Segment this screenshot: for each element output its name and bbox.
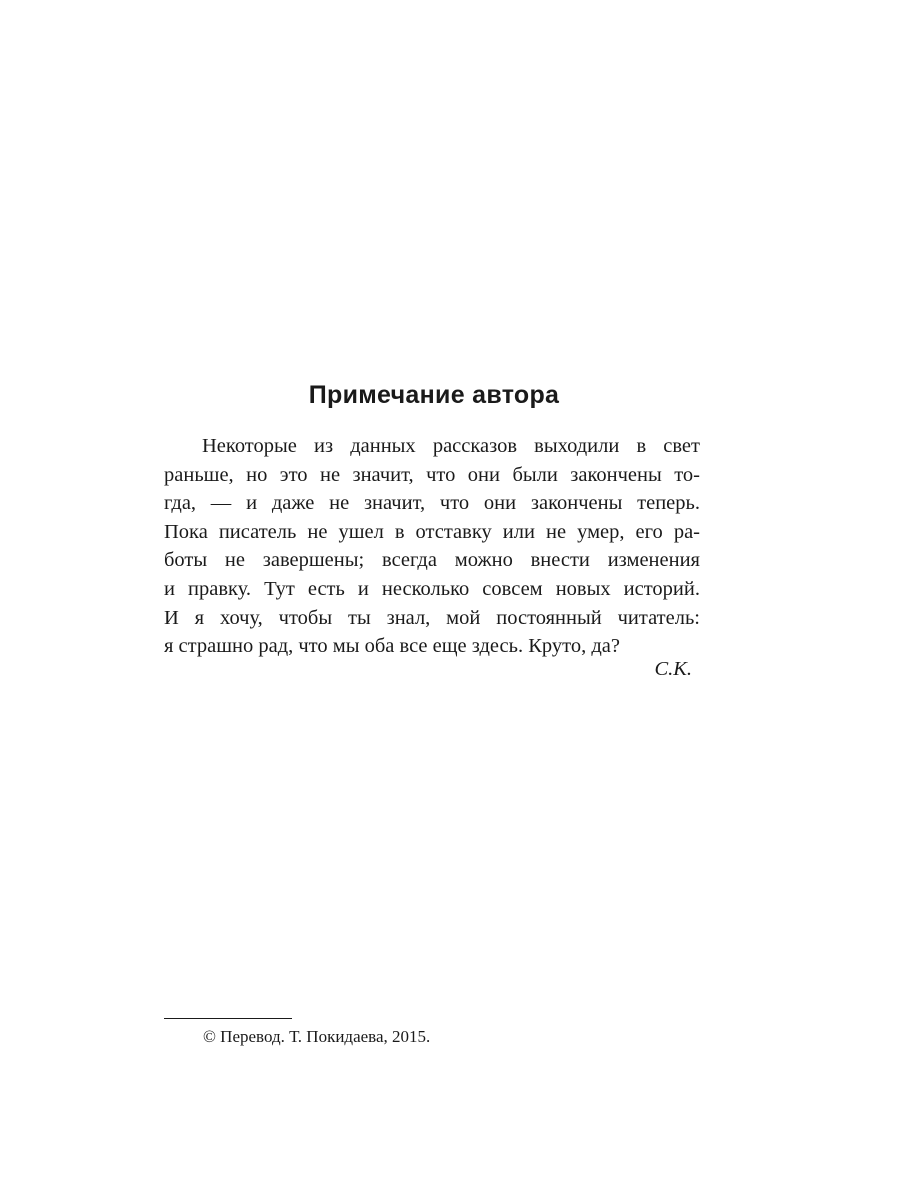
paragraph-line: раньше, но это не значит, что они были закончены то- — [164, 463, 700, 486]
paragraph-line: гда, — и даже не значит, что они закончены теперь. — [164, 492, 700, 515]
paragraph-line: боты не завершены; всегда можно внести изменения — [164, 549, 700, 572]
author-signature: С.К. — [654, 658, 692, 680]
footnote-divider — [164, 1018, 292, 1019]
copyright-footnote: © Перевод. Т. Покидаева, 2015. — [203, 1027, 431, 1046]
paragraph-line: Некоторые из данных рассказов выходили в свет — [202, 435, 700, 457]
page-title: Примечание автора — [308, 381, 560, 409]
note-paragraph — [164, 432, 700, 661]
paragraph-line: И я хочу, чтобы ты знал, мой постоянный читатель: — [164, 606, 700, 629]
paragraph-line: я страшно рад, что мы оба все еще здесь. Круто, да? — [164, 635, 620, 658]
paragraph-line: и правку. Тут есть и несколько совсем новых историй. — [164, 577, 700, 600]
paragraph-line: Пока писатель не ушел в отставку или не умер, его ра- — [164, 520, 700, 543]
